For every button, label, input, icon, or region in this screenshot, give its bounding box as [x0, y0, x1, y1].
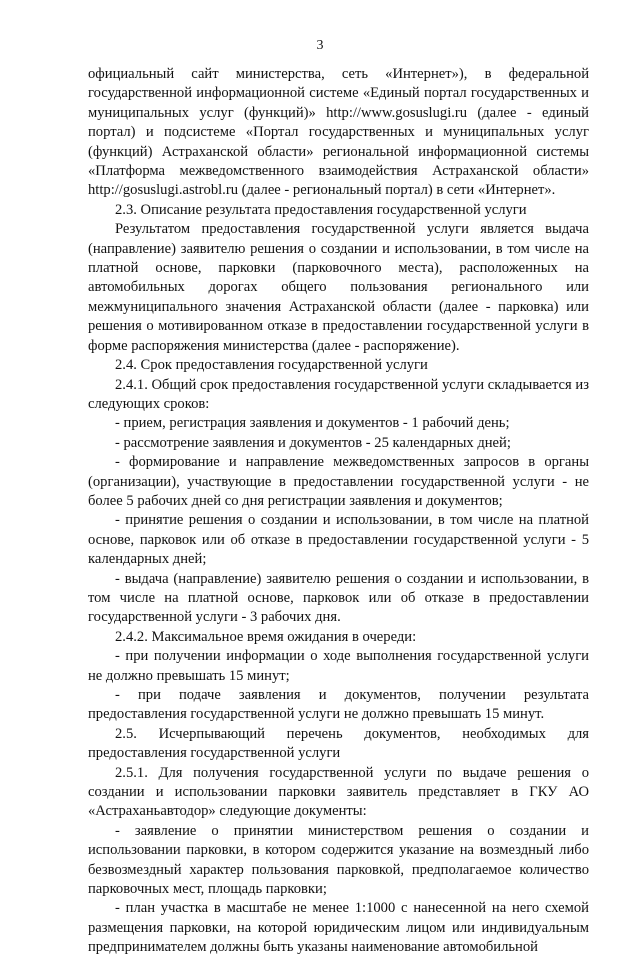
list-item: - выдача (направление) заявителю решения о создании и использовании, в том числе на платной основе, парковок или об отказе в предоставлении государственной услуги - 3 рабочих дня. — [88, 570, 589, 626]
heading-2-3: 2.3. Описание результата предоставления государственной услуги — [115, 201, 527, 218]
heading-2-4: 2.4. Срок предоставления государственной услуги — [115, 357, 428, 374]
paragraph-2-4-2: 2.4.2. Максимальное время ожидания в очереди: — [115, 628, 417, 645]
list-item: - принятие решения о создании и использовании, в том числе на платной основе, парковок или об отказе в предоставлении государственной услуги - 5 календарных дней; — [88, 512, 589, 568]
paragraph-2-4-1: 2.4.1. Общий срок предоставления государственной услуги складывается из следующих сроков: — [88, 376, 589, 412]
list-item: - при подаче заявления и документов, получении результата предоставления государственной услуги не должно превышать 15 минут. — [88, 687, 589, 723]
list-item: - прием, регистрация заявления и документов - 1 рабочий день; — [115, 415, 510, 432]
paragraph-2-5-1: 2.5.1. Для получения государственной услуги по выдаче решения о создании и использовании парковки заявитель представляет в ГКУ АО «Астраханьавтодор» следующие документы: — [88, 764, 589, 820]
document-body — [88, 65, 589, 958]
list-item: - заявление о принятии министерством решения о создании и использовании парковки, в котором содержится указание на возмездный либо безвозмездный характер пользования парковкой, предполагаемое количество парковочных мест, площадь парковки; — [88, 822, 589, 898]
paragraph-result: Результатом предоставления государственной услуги является выдача (направление) заявителю решения о создании и использовании, в том числе на платной основе, парковки (парковочного места), расположенных на автомобильных дорогах общего пользования регионального или межмуниципального значения Астраханской области (далее - парковка) или решения о мотивированном отказе в предоставлении государственной услуги в форме распоряжения министерства (далее - распоряжение). — [88, 221, 589, 354]
paragraph-website-info: официальный сайт министерства, сеть «Интернет»), в федеральной государственной информационной системе «Единый портал государственных и муниципальных услуг (функций)» http://www.gosuslugi.ru (далее - единый портал) и подсистеме «Портал государственных и муниципальных услуг (функций) Астраханской области» региональной информационной системы «Платформа межведомственного взаимодействия Астраханской области» http://gosuslugi.astrobl.ru (далее - региональный портал) в сети «Интернет». — [88, 66, 589, 199]
list-item: - план участка в масштабе не менее 1:1000 с нанесенной на него схемой размещения парковки, на которой юридическим лицом или индивидуальным предпринимателем должны быть указаны наименование автомобильной — [88, 900, 589, 956]
page-number: 3 — [316, 38, 324, 53]
list-item: - при получении информации о ходе выполнения государственной услуги не должно превышать 15 минут; — [88, 648, 589, 684]
list-item: - формирование и направление межведомственных запросов в органы (организации), участвующие в предоставлении государственной услуги - не более 5 рабочих дней со дня регистрации заявления и документов; — [88, 454, 589, 509]
heading-2-5: 2.5. Исчерпывающий перечень документов, необходимых для предоставления государственной услуги — [88, 725, 589, 762]
list-item: - рассмотрение заявления и документов - 25 календарных дней; — [115, 434, 511, 451]
